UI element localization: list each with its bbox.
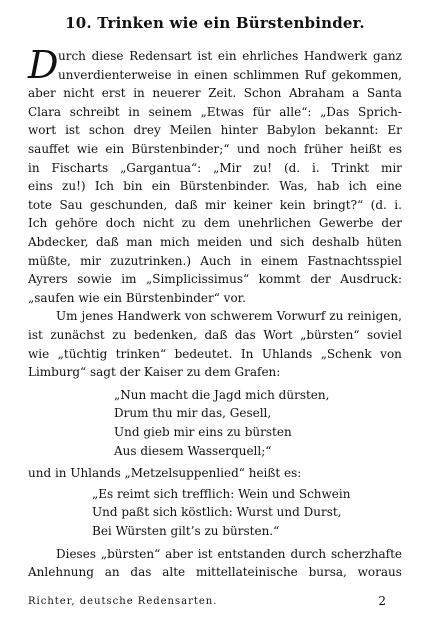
paragraph-2-line: Limburg“ sagt der Kaiser zu dem Grafen: [28,365,281,380]
verse-2-line: Bei Würsten gilt’s zu bürsten.“ [92,524,280,538]
document-page [28,14,402,614]
closing-line: Anlehnung an das alte mittellateinische bursa, woraus [28,565,402,580]
chapter-heading: 10. Trinken wie ein Bürstenbinder. [65,14,365,32]
paragraph-1-line: sauffet wie ein Bürstenbinder;“ und noch früher heißt es [28,142,402,156]
verse-1-line: Drum thu mir das, Gesell, [114,406,272,421]
bridge-line: und in Uhlands „Metzelsuppenlied“ heißt es: [28,466,302,481]
verse-2-line: Und paßt sich köstlich: Wurst und Durst, [92,505,342,520]
verse-1-line: Aus diesem Wasserquell;“ [114,443,272,458]
paragraph-1-line: Abdecker, daß man mich meiden und sich deshalb hüten [28,235,402,249]
paragraph-1-line: aber nicht erst in neuerer Zeit. Schon Abraham a Santa [28,86,402,101]
paragraph-1-line: urch diese Redensart ist ein ehrliches Handwerk ganz [58,49,402,63]
verse-1-line: „Nun macht die Jagd mich dürsten, [114,387,330,402]
paragraph-1-line: tote Sau geschunden, daß mir keiner kein bringt?“ (d. i. [28,197,402,212]
drop-cap: D [28,43,59,87]
paragraph-1-line: unverdienterweise in einen schlimmen Ruf gekommen, [58,67,402,82]
paragraph-1-line: „saufen wie ein Bürstenbinder“ vor. [28,290,246,305]
paragraph-1-line: Clara schreibt in seinem „Etwas für alle“: „Das Sprich- [28,104,402,119]
paragraph-1-line: Ayrers sowie im „Simplicissimus“ kommt der Ausdruck: [28,272,402,287]
footer-signature: Richter, deutsche Redensarten. [28,596,218,607]
paragraph-1-line: in Fischarts „Gargantua“: „Mir zu! (d. i. Trinkt mir [28,160,402,175]
paragraph-2-line: ist zunächst zu bedenken, daß das Wort „bürsten“ soviel [28,328,402,342]
paragraph-2-line: wie „tüchtig trinken“ bedeutet. In Uhlands „Schenk von [28,346,402,361]
paragraph-1-line: eins zu!) Ich bin ein Bürstenbinder. Was, hab ich eine [28,179,402,194]
page-number: 2 [378,594,386,608]
verse-1-line: Und gieb mir eins zu bürsten [114,425,292,439]
paragraph-1-line: wort ist schon drey Meilen hinter Babylon bekannt: Er [28,123,402,138]
paragraph-1-line: Ich gehöre doch nicht zu dem unehrlichen Gewerbe der [28,216,402,231]
verse-2-line: „Es reimt sich trefflich: Wein und Schwein [92,486,351,501]
paragraph-1-line: müßte, mir zuzutrinken.) Auch in einem Fastnachtsspiel [28,253,402,268]
paragraph-2-line: Um jenes Handwerk von schwerem Vorwurf zu reinigen, [56,309,402,324]
closing-line: Dieses „bürsten“ aber ist entstanden durch scherzhafte [56,546,402,561]
